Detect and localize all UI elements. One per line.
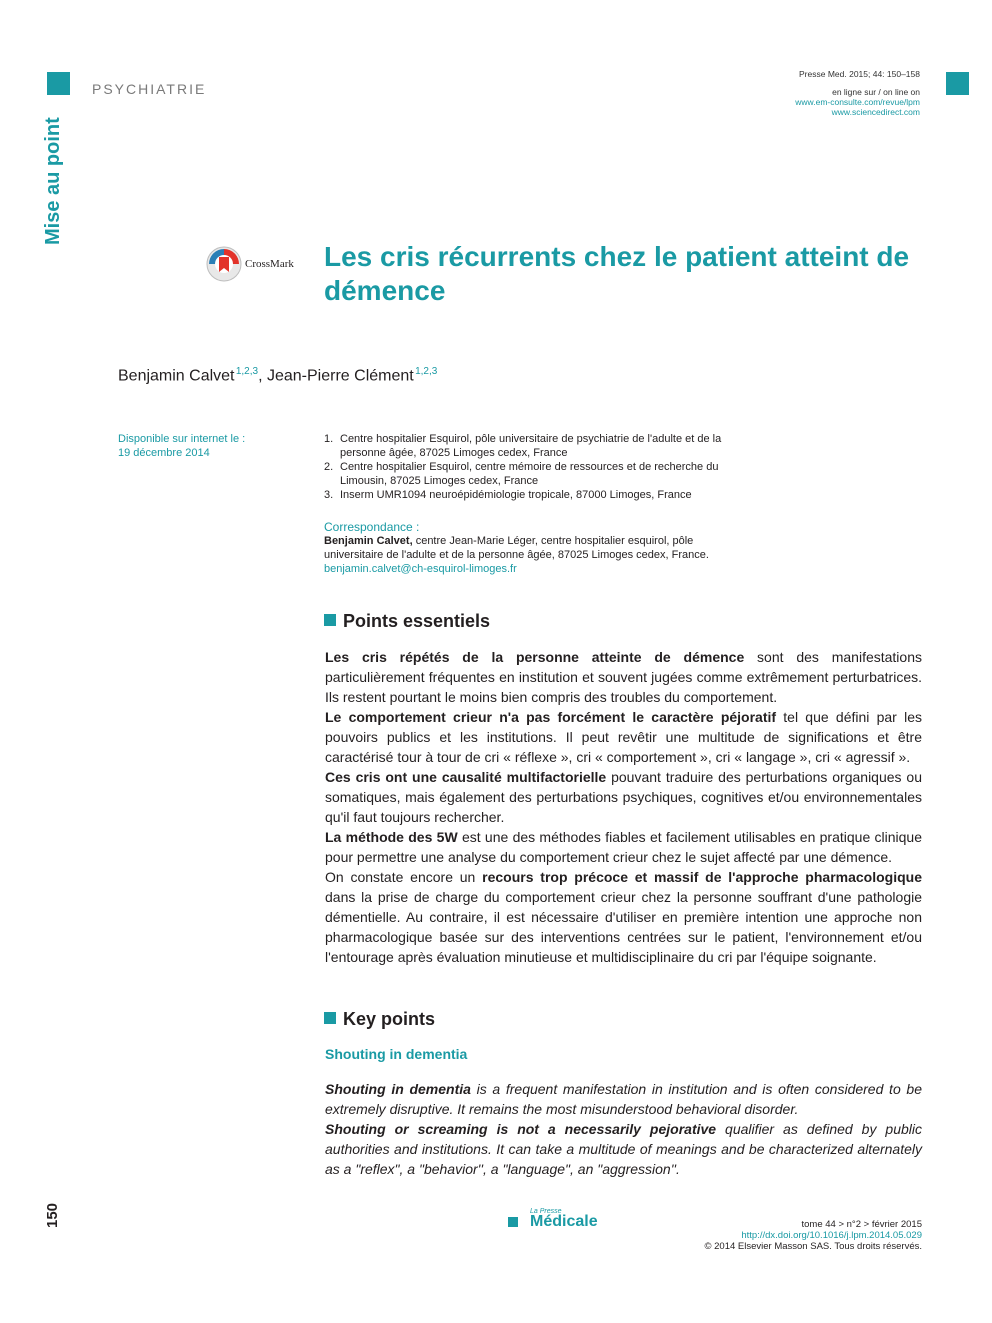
- footer-meta: [704, 1219, 922, 1252]
- journal-url-emc[interactable]: www.em-consulte.com/revue/lpm: [795, 97, 920, 107]
- affiliation-item: [324, 432, 734, 460]
- crossmark-badge[interactable]: [206, 246, 302, 282]
- correspondence-email[interactable]: benjamin.calvet@ch-esquirol-limoges.fr: [324, 563, 517, 575]
- corner-marker-left: [47, 72, 70, 95]
- affiliation-item: [324, 488, 734, 502]
- correspondence-block: [324, 520, 734, 576]
- author-name: Benjamin Calvet: [118, 367, 235, 385]
- paragraph: [325, 707, 922, 767]
- issue-info: tome 44 > n°2 > février 2015: [801, 1219, 922, 1230]
- paragraph-text: est une des méthodes fiables et facilement utilisables en pratique clinique pour permettre une analyse du comportement crieur chez le sujet affecté par une démence.: [325, 829, 922, 865]
- emphasis: Les cris répétés de la personne atteinte de démence: [325, 649, 745, 665]
- journal-citation: Presse Med. 2015; 44: 150–158: [799, 69, 920, 79]
- availability-date: 19 décembre 2014: [118, 447, 210, 459]
- affiliation-text: Centre hospitalier Esquirol, centre mémoire de ressources et de recherche du Limousin, 87025 Limoges cedex, France: [340, 461, 719, 487]
- logo-big-text: Médicale: [530, 1213, 598, 1230]
- paragraph-text: sont des manifestations particulièrement fréquentes en institution et souvent jugées comme extrêmement perturbatrices. Ils restent pourtant le moins bien compris des troubles du comportement.: [325, 649, 922, 705]
- affiliation-list: [324, 432, 734, 502]
- author-name: Jean-Pierre Clément: [266, 367, 414, 385]
- corner-marker-right: [946, 72, 969, 95]
- emphasis: recours trop précoce et massif de l'approche pharmacologique: [482, 869, 922, 885]
- heading-text: Key points: [343, 1009, 436, 1029]
- paragraph: [325, 1119, 922, 1179]
- key-points-heading: [324, 1009, 435, 1030]
- copyright: © 2014 Elsevier Masson SAS. Tous droits réservés.: [704, 1241, 922, 1252]
- section-label: PSYCHIATRIE: [92, 81, 207, 97]
- paragraph-text: dans la prise de charge du comportement crieur chez la personne souffrant d'une pathologie démentielle. Au contraire, il est nécessaire d'utiliser en première intention une approche non pharmacologique basée sur des interventions centrées sur le patient, l'environnement et/ou l'entourage après évaluation minutieuse et multidisciplinaire du cri par l'équipe soignante.: [325, 889, 922, 965]
- emphasis: Ces cris ont une causalité multifactorielle: [325, 769, 607, 785]
- author-list: [118, 366, 437, 385]
- affiliation-number: 3.: [324, 489, 334, 501]
- emphasis: La méthode des 5W: [325, 829, 458, 845]
- correspondence-label: Correspondance :: [324, 520, 420, 534]
- availability-label: Disponible sur internet le :: [118, 433, 246, 445]
- paragraph-text: On constate encore un: [325, 869, 483, 885]
- affiliation-text: Centre hospitalier Esquirol, pôle universitaire de psychiatrie de l'adulte et de la personne âgée, 87025 Limoges cedex, France: [340, 433, 722, 459]
- doi-link[interactable]: http://dx.doi.org/10.1016/j.lpm.2014.05.029: [741, 1230, 922, 1241]
- correspondence-address: centre Jean-Marie Léger, centre hospitalier esquirol, pôle universitaire de l'adulte et de la personne âgée, 87025 Limoges cedex, France.: [324, 535, 709, 561]
- correspondence-name: Benjamin Calvet,: [324, 535, 413, 547]
- heading-square-icon: [324, 614, 336, 626]
- author-separator: ,: [258, 367, 267, 385]
- affiliation-item: [324, 460, 734, 488]
- journal-meta: [795, 69, 920, 117]
- emphasis: Le comportement crieur n'a pas forcément le caractère péjoratif: [325, 709, 777, 725]
- key-points-body: [325, 1079, 922, 1179]
- paragraph-text: pouvant traduire des perturbations organiques ou somatiques, mais également des perturbations psychiques, cognitives et/ou environnementales qu'il faut toujours rechercher.: [325, 769, 922, 825]
- paragraph: [325, 647, 922, 707]
- logo-square-icon: [508, 1217, 518, 1227]
- points-essentiels-body: [325, 647, 922, 967]
- paragraph-text: tel que défini par les pouvoirs publics et les institutions. Il peut revêtir une multitude de significations et être caractérisé tour à tour de cri « réflexe », cri « comportement », cri « langage », cri « agressif ».: [325, 709, 922, 765]
- affiliation-text: Inserm UMR1094 neuroépidémiologie tropicale, 87000 Limoges, France: [340, 489, 692, 501]
- paragraph-text: qualifier as defined by public authorities and institutions. It can take a multitude of meanings and be characterized alternately as a "reflex", a "behavior'', a "language", an "aggression''.: [325, 1121, 923, 1177]
- author-affil-ref: 1,2,3: [415, 366, 438, 377]
- emphasis: Shouting in dementia: [325, 1081, 471, 1097]
- key-points-subheading: Shouting in dementia: [325, 1046, 468, 1062]
- page-number: 150: [44, 1202, 61, 1228]
- affiliation-number: 2.: [324, 461, 334, 473]
- paragraph: [325, 867, 922, 967]
- crossmark-icon: [206, 246, 242, 282]
- heading-square-icon: [324, 1012, 336, 1024]
- emphasis: Shouting or screaming is not a necessarily pejorative: [325, 1121, 717, 1137]
- logo-small-text: La Presse: [530, 1208, 562, 1215]
- paragraph: [325, 1079, 922, 1119]
- points-essentiels-heading: [324, 611, 490, 632]
- side-tab-label: Mise au point: [42, 117, 64, 245]
- paragraph: [325, 767, 922, 827]
- availability-info: [118, 432, 245, 460]
- heading-text: Points essentiels: [343, 611, 491, 631]
- crossmark-label: CrossMark: [245, 258, 294, 270]
- affiliation-number: 1.: [324, 433, 334, 445]
- author-affil-ref: 1,2,3: [235, 366, 259, 377]
- online-prefix: en ligne sur / on line on: [832, 87, 920, 97]
- paragraph-text: is a frequent manifestation in institution and is often considered to be extremely disruptive. It remains the most misunderstood behavioral disorder.: [325, 1081, 922, 1117]
- journal-url-sciencedirect[interactable]: www.sciencedirect.com: [831, 107, 920, 117]
- paragraph: [325, 827, 922, 867]
- article-title: Les cris récurrents chez le patient atteint de démence: [324, 241, 910, 306]
